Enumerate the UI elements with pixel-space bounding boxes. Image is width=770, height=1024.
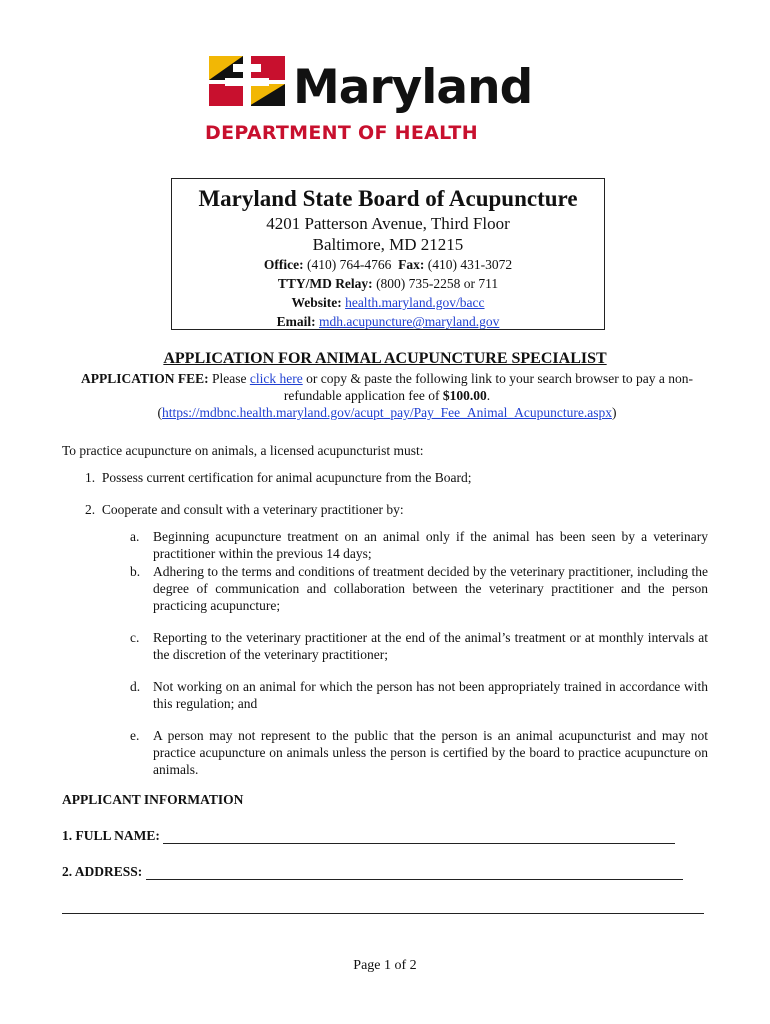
- list-item: [85, 469, 472, 486]
- sub-list-item: [130, 563, 708, 614]
- sub-item-text: Beginning acupuncture treatment on an animal only if the animal has been seen by a veterinary practitioner within the previous 14 days;: [153, 529, 708, 561]
- website-line: [172, 293, 604, 312]
- fax-label: Fax:: [398, 257, 425, 272]
- address-label: 2. ADDRESS:: [62, 864, 143, 879]
- list-item: [85, 501, 404, 518]
- email-label: Email:: [276, 314, 316, 329]
- email-link[interactable]: mdh.acupuncture@maryland.gov: [318, 314, 500, 329]
- paren-close: ): [611, 405, 617, 420]
- application-title: APPLICATION FOR ANIMAL ACUPUNCTURE SPECIALIST: [163, 350, 607, 367]
- website-label: Website:: [291, 295, 342, 310]
- fee-label: APPLICATION FEE:: [80, 371, 209, 386]
- full-name-label: 1. FULL NAME:: [62, 828, 160, 843]
- fee-amount: $100.00: [442, 388, 487, 403]
- fee-text-2: or copy & paste the following link to your search browser to pay a non-refundable application fee of: [283, 371, 693, 403]
- maryland-wordmark: Maryland: [293, 60, 533, 115]
- item-text: Cooperate and consult with a veterinary practitioner by:: [101, 502, 404, 517]
- item-number: 2.: [85, 502, 96, 517]
- full-name-row: [62, 828, 675, 844]
- click-here-link[interactable]: click here: [249, 371, 303, 386]
- sub-item-letter: c.: [130, 630, 140, 645]
- maryland-health-logo: [205, 52, 550, 148]
- address-line-1: 4201 Patterson Avenue, Third Floor: [266, 214, 510, 233]
- address-continuation-field[interactable]: [62, 913, 704, 914]
- sub-list-item: [130, 629, 708, 663]
- board-contact-box: [171, 178, 605, 330]
- sub-item-letter: b.: [130, 564, 141, 579]
- tty-line: [172, 274, 604, 293]
- sub-list-item: [130, 678, 708, 712]
- sub-item-text: Not working on an animal for which the person has not been appropriately trained in accordance with this regulation; and: [153, 679, 708, 711]
- sub-item-text: Reporting to the veterinary practitioner at the end of the animal’s treatment or at monthly intervals at the discretion of the veterinary practitioner;: [153, 630, 708, 662]
- paren-open: (: [157, 405, 163, 420]
- sub-item-text: Adhering to the terms and conditions of treatment decided by the veterinary practitioner, including the degree of communication and collaboration between the veterinary practitioner and the person practicing acupuncture;: [153, 564, 708, 613]
- fax-number: (410) 431-3072: [427, 257, 513, 272]
- fee-payment-url[interactable]: https://mdbnc.health.maryland.gov/acupt_pay/Pay_Fee_Animal_Acupuncture.aspx: [162, 405, 612, 420]
- requirements-intro: To practice acupuncture on animals, a licensed acupuncturist must:: [62, 443, 424, 458]
- tty-label: TTY/MD Relay:: [277, 276, 373, 291]
- sub-list-item: [130, 727, 708, 778]
- phone-fax-line: [172, 255, 604, 274]
- tty-number: (800) 735-2258 or 711: [376, 276, 499, 291]
- fee-text-1: Please: [208, 371, 250, 386]
- email-line: [172, 312, 604, 331]
- board-title: Maryland State Board of Acupuncture: [198, 186, 578, 211]
- department-name: DEPARTMENT OF HEALTH: [205, 122, 478, 144]
- page-number: Page 1 of 2: [353, 958, 417, 973]
- fee-end: .: [486, 388, 491, 403]
- sub-item-letter: a.: [130, 529, 140, 544]
- full-name-field[interactable]: [163, 829, 675, 844]
- office-label: Office:: [263, 257, 304, 272]
- website-link[interactable]: health.maryland.gov/bacc: [345, 295, 485, 310]
- application-fee-paragraph: [62, 370, 712, 421]
- address-row: [62, 864, 683, 880]
- office-phone: (410) 764-4766: [306, 257, 392, 272]
- item-number: 1.: [85, 470, 96, 485]
- sub-list-item: [130, 528, 708, 562]
- maryland-flag-icon: [205, 52, 289, 110]
- address-line-2: Baltimore, MD 21215: [312, 235, 464, 254]
- sub-item-letter: e.: [130, 728, 140, 743]
- sub-item-letter: d.: [130, 679, 141, 694]
- applicant-information-heading: APPLICANT INFORMATION: [62, 792, 244, 807]
- sub-item-text: A person may not represent to the public that the person is an animal acupuncturist and may not practice acupuncture on animals unless the person is certified by the board to practice acupuncture on animals.: [153, 728, 708, 777]
- address-field[interactable]: [146, 865, 683, 880]
- item-text: Possess current certification for animal acupuncture from the Board;: [101, 470, 472, 485]
